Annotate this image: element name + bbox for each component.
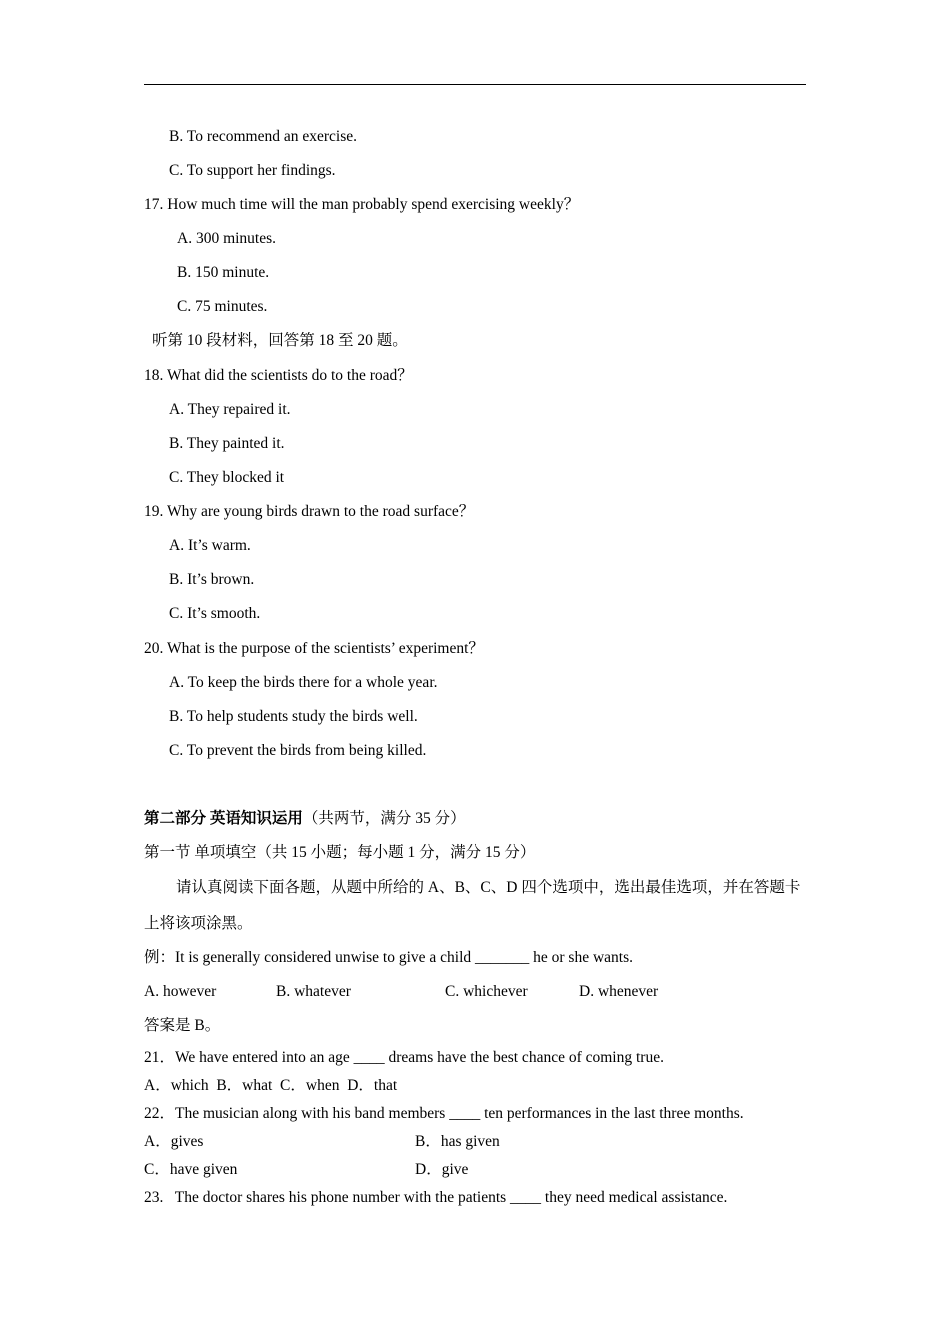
- example-option-d: D. whenever: [579, 983, 659, 1000]
- example-option-c: C. whichever: [445, 983, 528, 1000]
- q22-option-b: B．has given: [415, 1133, 500, 1150]
- q18-option-c: C. They blocked it: [169, 469, 285, 486]
- part2-title: [144, 809, 466, 829]
- q19-stem: 19. Why are young birds drawn to the road surface？: [144, 503, 475, 520]
- example-answer: 答案是 B。: [144, 1017, 221, 1034]
- example-option-b: B. whatever: [276, 983, 351, 1000]
- q19-option-a: A. It’s warm.: [169, 537, 251, 554]
- q17-option-c: C. 75 minutes.: [177, 298, 268, 315]
- q18-stem: 18. What did the scientists do to the road？: [144, 367, 413, 384]
- q17-option-b: B. 150 minute.: [177, 264, 270, 281]
- q20-stem: 20. What is the purpose of the scientists’ experiment？: [144, 640, 484, 657]
- q17-option-a: A. 300 minutes.: [177, 230, 277, 247]
- q17-stem: 17. How much time will the man probably spend exercising weekly？: [144, 196, 580, 213]
- q20-option-b: B. To help students study the birds well.: [169, 708, 418, 725]
- section1-title: 第一节 单项填空（共 15 小题；每小题 1 分，满分 15 分）: [144, 844, 536, 861]
- section10-instruction: 听第 10 段材料，回答第 18 至 20 题。: [152, 332, 408, 349]
- q16-option-c: C. To support her findings.: [169, 162, 336, 179]
- q21-options: A．which B．what C．when D．that: [144, 1077, 398, 1094]
- q20-option-c: C. To prevent the birds from being killed.: [169, 742, 427, 759]
- q23-stem: 23. The doctor shares his phone number with the patients ____ they need medical assistance.: [144, 1189, 728, 1206]
- q18-option-b: B. They painted it.: [169, 435, 285, 452]
- instruction-line-2: 上将该项涂黑。: [144, 915, 253, 932]
- q21-stem: 21．We have entered into an age ____ dreams have the best chance of coming true.: [144, 1049, 664, 1066]
- q22-option-c: C．have given: [144, 1161, 238, 1178]
- q19-option-c: C. It’s smooth.: [169, 605, 261, 622]
- part2-title-rest: （共两节，满分 35 分）: [302, 810, 466, 827]
- header-rule: [144, 84, 806, 85]
- q20-option-a: A. To keep the birds there for a whole year.: [169, 674, 438, 691]
- q18-option-a: A. They repaired it.: [169, 401, 291, 418]
- q22-stem: 22．The musician along with his band members ____ ten performances in the last three months.: [144, 1105, 744, 1122]
- q16-option-b: B. To recommend an exercise.: [169, 128, 358, 145]
- part2-title-bold: 第二部分 英语知识运用: [144, 810, 303, 827]
- q22-option-d: D．give: [415, 1161, 469, 1178]
- example-stem: 例：It is generally considered unwise to give a child _______ he or she wants.: [144, 949, 633, 966]
- q19-option-b: B. It’s brown.: [169, 571, 255, 588]
- q22-option-a: A．gives: [144, 1133, 204, 1150]
- instruction-line-1: 请认真阅读下面各题，从题中所给的 A、B、C、D 四个选项中，选出最佳选项，并在答题卡: [176, 879, 801, 896]
- example-option-a: A. however: [144, 983, 217, 1000]
